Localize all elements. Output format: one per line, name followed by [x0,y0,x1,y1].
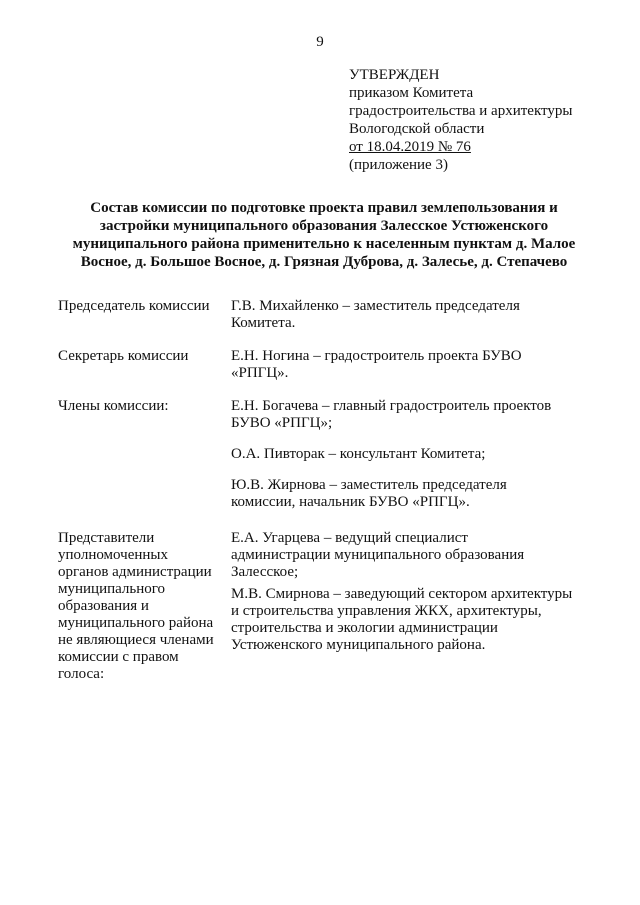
member-line: Ю.В. Жирнова – заместитель председателя [231,477,507,493]
member-line: Комитета. [231,315,296,331]
member-line: БУВО «РПГЦ»; [231,415,333,431]
title-line: Восное, д. Большое Восное, д. Грязная Дуброва, д. Залесье, д. Степачево [80,254,568,270]
role-line: комиссии с правом [58,649,179,665]
role-line: уполномоченных [58,547,168,563]
approval-line: приказом Комитета [349,85,474,101]
members-list [231,348,598,382]
member-entry [231,530,598,581]
commission-members-table [58,298,598,683]
approval-line: Вологодской области [349,121,485,137]
members-list [231,398,598,511]
member-entry [231,446,598,463]
page-number: 9 [316,34,324,50]
member-line: Г.В. Михайленко – заместитель председателя [231,298,520,314]
role-line: Председатель комиссии [58,298,210,314]
member-entry [231,398,598,432]
member-line: и строительства управления ЖКХ, архитектуры, [231,603,542,619]
title-line: Состав комиссии по подготовке проекта правил землепользования и [90,200,558,216]
members-list [231,298,598,332]
role-line: Представители [58,530,155,546]
approval-line: УТВЕРЖДЕН [349,67,440,83]
member-line: О.А. Пивторак – консультант Комитета; [231,446,486,462]
role-label [58,530,231,683]
member-entry [231,348,598,382]
role-line: образования и [58,598,149,614]
section-chairman [58,298,598,332]
approval-appendix: (приложение 3) [349,157,448,173]
members-list [231,530,598,683]
role-line: не являющиеся членами [58,632,214,648]
member-entry [231,477,598,511]
approval-line: градостроительства и архитектуры [349,103,573,119]
member-line: администрации муниципального образования [231,547,525,563]
title-line: муниципального района применительно к населенным пунктам д. Малое [72,236,576,252]
role-line: Члены комиссии: [58,398,169,414]
member-entry [231,298,598,332]
section-members [58,398,598,511]
member-line: строительства и экологии администрации [231,620,498,636]
title-line: застройки муниципального образования Залесское Устюженского [99,218,549,234]
member-line: Устюженского муниципального района. [231,637,486,653]
section-secretary [58,348,598,382]
member-line: Е.Н. Ногина – градостроитель проекта БУВО [231,348,522,364]
role-label [58,298,231,332]
approval-order-date: от 18.04.2019 № 76 [349,139,471,155]
role-line: Секретарь комиссии [58,348,189,364]
document-title [52,199,596,271]
role-line: голоса: [58,666,105,682]
member-entry [231,586,598,654]
member-line: «РПГЦ». [231,365,289,381]
section-representatives [58,530,598,683]
member-line: М.В. Смирнова – заведующий сектором архитектуры [231,586,573,602]
member-line: Залесское; [231,564,299,580]
role-label [58,398,231,511]
role-line: муниципального района [58,615,214,631]
member-line: комиссии, начальник БУВО «РПГЦ». [231,494,470,510]
role-line: муниципального [58,581,166,597]
role-label [58,348,231,382]
role-line: органов администрации [58,564,212,580]
member-line: Е.А. Угарцева – ведущий специалист [231,530,468,546]
member-line: Е.Н. Богачева – главный градостроитель проектов [231,398,552,414]
approval-stamp [349,66,629,174]
